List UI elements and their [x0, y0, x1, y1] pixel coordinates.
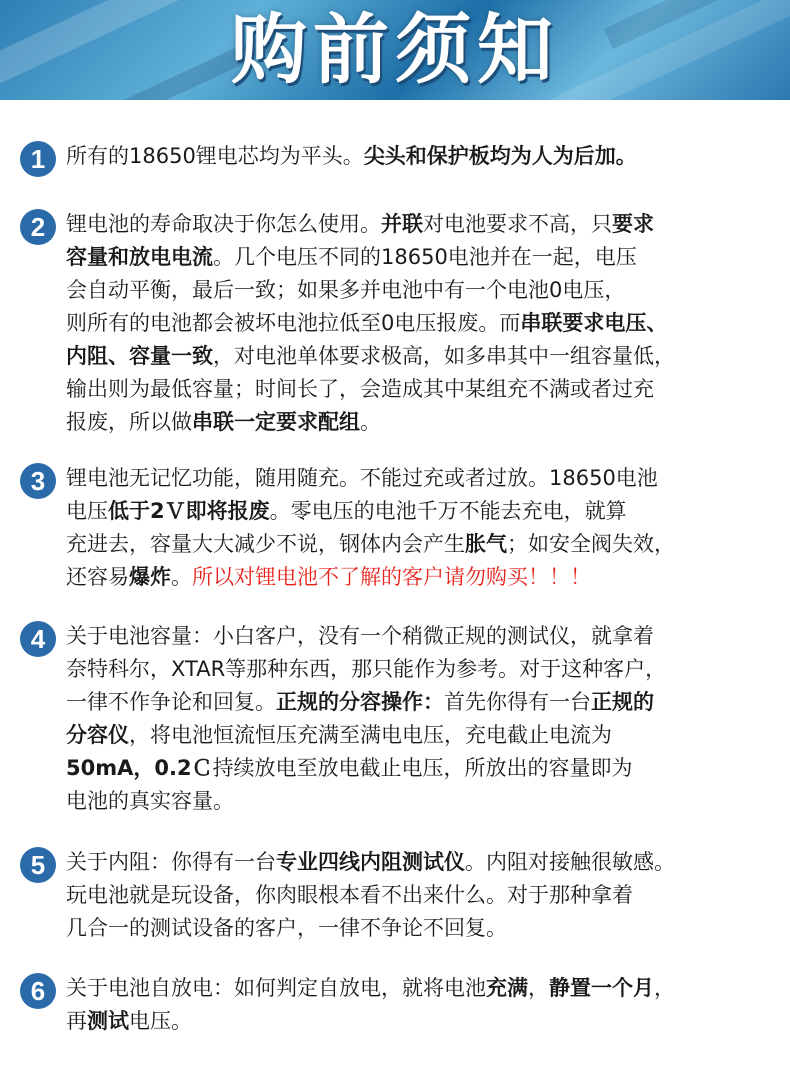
note-segment: 所有的18650锂电芯均为平头。 [66, 144, 364, 168]
note-segment: 玩电池就是玩设备，你肉眼根本看不出来什么。对于那种拿着 [66, 883, 633, 907]
note-text [66, 972, 782, 1038]
emphasis-text: 爆炸 [129, 565, 171, 589]
note-line [66, 307, 782, 340]
note-line [66, 561, 782, 594]
emphasis-text: 内阻、容量一致 [66, 344, 213, 368]
note-text [66, 208, 782, 439]
emphasis-text: 容量和放电电流 [66, 245, 213, 269]
note-segment: 关于内阻：你得有一台 [66, 850, 276, 874]
note-segment: 一律不作争论和回复。 [66, 690, 276, 714]
note-segment: 几合一的测试设备的客户，一律不争论不回复。 [66, 916, 507, 940]
note-line [66, 912, 782, 945]
note-segment: 输出则为最低容量；时间长了，会造成其中某组充不满或者过充 [66, 377, 654, 401]
note-text [66, 462, 782, 594]
note-number-badge: 2 [20, 209, 56, 245]
emphasis-text: 正规的 [591, 690, 654, 714]
note-segment: 关于电池容量：小白客户，没有一个稍微正规的测试仪，就拿着 [66, 624, 654, 648]
note-line [66, 340, 782, 373]
emphasis-text: 分容仪 [66, 723, 129, 747]
emphasis-text: 测试 [87, 1009, 129, 1033]
note-segment: 锂电池的寿命取决于你怎么使用。 [66, 212, 381, 236]
emphasis-text: 充满 [486, 976, 528, 1000]
emphasis-text: 静置一个月 [549, 976, 654, 1000]
note-line [66, 846, 782, 879]
note-line [66, 495, 782, 528]
note-number-badge: 3 [20, 463, 56, 499]
emphasis-text: 要求 [612, 212, 654, 236]
emphasis-text: 正规的分容操作： [276, 690, 444, 714]
note-line [66, 462, 782, 495]
note-line [66, 653, 782, 686]
emphasis-text: 并联 [381, 212, 423, 236]
note-segment: 首先你得有一台 [444, 690, 591, 714]
note-segment: 持续放电至放电截止电压，所放出的容量即为 [212, 756, 633, 780]
note-line [66, 241, 782, 274]
note-number-badge: 5 [20, 847, 56, 883]
note-segment: 关于电池自放电：如何判定自放电，就将电池 [66, 976, 486, 1000]
emphasis-text: 专业四线内阻测试仪 [276, 850, 465, 874]
note-line [66, 1005, 782, 1038]
note-number-badge: 4 [20, 621, 56, 657]
note-segment: 对电池要求不高，只 [423, 212, 612, 236]
note-line [66, 406, 782, 439]
note-segment: 再 [66, 1009, 87, 1033]
note-text [66, 846, 782, 945]
note-segment: 则所有的电池都会被坏电池拉低至0电压报废。而 [66, 311, 521, 335]
note-number-badge: 1 [20, 141, 56, 177]
note-line [66, 274, 782, 307]
note-segment: 报废，所以做 [66, 410, 192, 434]
emphasis-text: 胀气 [465, 532, 507, 556]
emphasis-text: 低于2Ｖ即将报废 [108, 499, 270, 523]
note-segment: 。 [171, 565, 192, 589]
note-segment: 充进去，容量大大减少不说，钢体内会产生 [66, 532, 465, 556]
note-segment: 电压 [66, 499, 108, 523]
header-banner [0, 0, 790, 100]
note-segment: ，对电池单体要求极高，如多串其中一组容量低， [213, 344, 675, 368]
note-segment: 。内阻对接触很敏感。 [465, 850, 675, 874]
note-segment: 。几个电压不同的18650电池并在一起，电压 [213, 245, 637, 269]
emphasis-text: 尖头和保护板均为人为后加。 [363, 144, 637, 168]
note-segment: 电压。 [129, 1009, 192, 1033]
note-line [66, 528, 782, 561]
note-segment: 会自动平衡，最后一致；如果多并电池中有一个电池0电压， [66, 278, 626, 302]
note-line [66, 752, 782, 785]
emphasis-text: 50mA，0.2Ｃ [66, 756, 213, 780]
note-line [66, 972, 782, 1005]
note-line [66, 620, 782, 653]
note-segment: 。 [360, 410, 381, 434]
note-line [66, 719, 782, 752]
note-line [66, 140, 782, 173]
warning-text: 所以对锂电池不了解的客户请勿购买！！！ [192, 565, 591, 589]
note-segment: ，将电池恒流恒压充满至满电电压，充电截止电流为 [129, 723, 612, 747]
note-line [66, 879, 782, 912]
note-segment: ， [654, 976, 675, 1000]
emphasis-text: 串联一定要求配组 [192, 410, 360, 434]
note-segment: ；如安全阀失效， [507, 532, 675, 556]
note-segment: 锂电池无记忆功能，随用随充。不能过充或者过放。18650电池 [66, 466, 658, 490]
note-segment: 还容易 [66, 565, 129, 589]
note-line [66, 686, 782, 719]
note-text [66, 140, 782, 173]
note-segment: 奈特科尔，XTAR等那种东西，那只能作为参考。对于这种客户， [66, 657, 667, 681]
note-segment: 电池的真实容量。 [66, 789, 234, 813]
page-title: 购前须知 [231, 5, 559, 94]
note-line [66, 373, 782, 406]
note-line [66, 785, 782, 818]
note-segment: ， [528, 976, 549, 1000]
note-text [66, 620, 782, 818]
note-number-badge: 6 [20, 973, 56, 1009]
note-line [66, 208, 782, 241]
emphasis-text: 串联要求电压、 [520, 311, 668, 335]
note-segment: 。零电压的电池千万不能去充电，就算 [269, 499, 627, 523]
